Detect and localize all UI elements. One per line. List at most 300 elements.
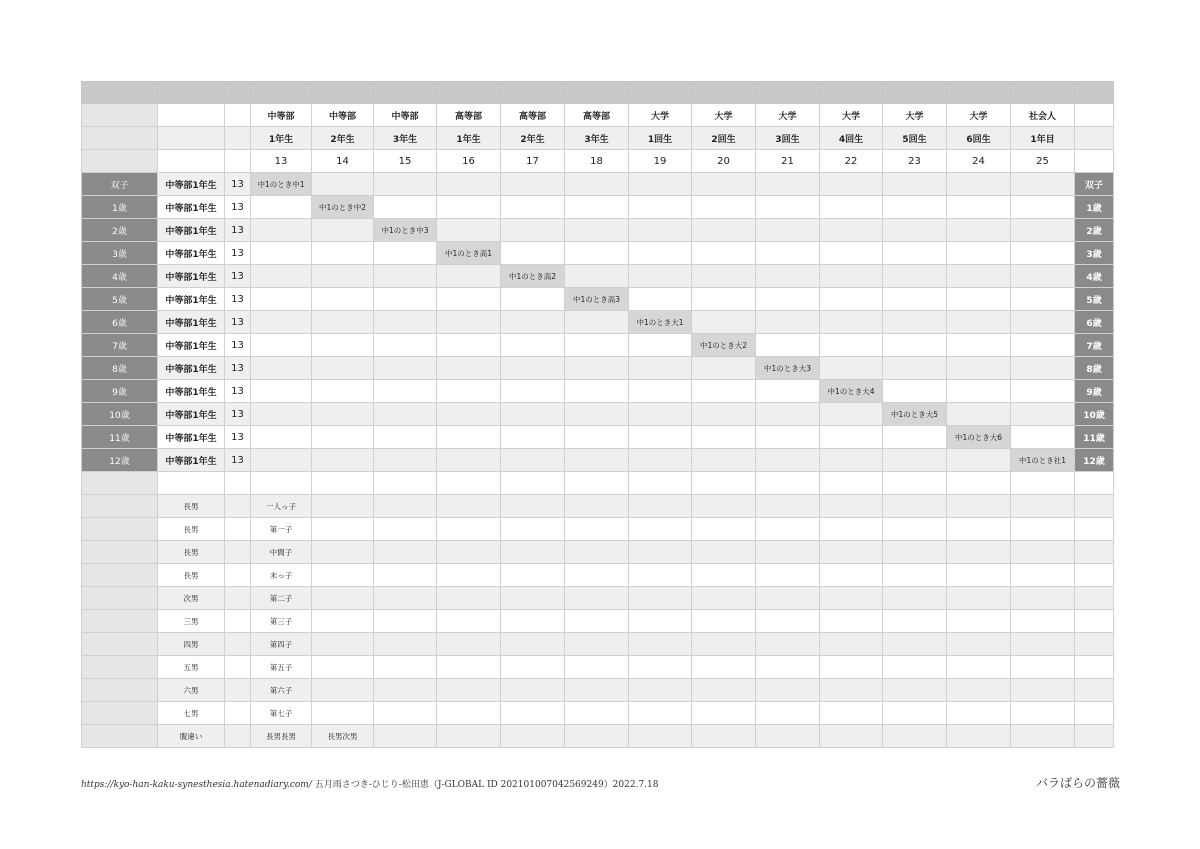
- empty-cell: [501, 495, 565, 518]
- age-gap-label: 6歳: [82, 311, 158, 334]
- empty-cell: [629, 518, 692, 541]
- empty-cell: [565, 357, 629, 380]
- empty-cell: [158, 150, 225, 173]
- grade-header-cell: 4回生: [820, 127, 883, 150]
- empty-cell: [883, 725, 947, 748]
- banner-cell: [756, 82, 820, 104]
- empty-cell: [1011, 725, 1075, 748]
- empty-cell: [374, 656, 437, 679]
- empty-cell: [756, 541, 820, 564]
- empty-cell: [437, 219, 501, 242]
- sibling-role-cell: 四男: [158, 633, 225, 656]
- school-header-cell: 高等部: [501, 104, 565, 127]
- empty-cell: [756, 610, 820, 633]
- empty-cell: [374, 495, 437, 518]
- sibling-row: [82, 679, 1114, 702]
- empty-cell: [692, 587, 756, 610]
- row-label-cell: [82, 472, 158, 495]
- empty-cell: [312, 242, 374, 265]
- spacer-row: [82, 472, 1114, 495]
- empty-cell: [756, 219, 820, 242]
- age-header-cell: 24: [947, 150, 1011, 173]
- age-header-cell: 15: [374, 150, 437, 173]
- row-label-cell: [82, 541, 158, 564]
- empty-cell: [947, 725, 1011, 748]
- school-header-cell: 大学: [820, 104, 883, 127]
- grade-header-cell: 2年生: [312, 127, 374, 150]
- empty-cell: [883, 242, 947, 265]
- empty-cell: [1075, 656, 1114, 679]
- age-gap-label-right: 8歳: [1075, 357, 1114, 380]
- age-num-cell: 13: [225, 288, 251, 311]
- empty-cell: [251, 265, 312, 288]
- age-gap-label-right: 3歳: [1075, 242, 1114, 265]
- empty-cell: [820, 587, 883, 610]
- empty-cell: [756, 656, 820, 679]
- empty-cell: [692, 472, 756, 495]
- empty-cell: [225, 472, 251, 495]
- empty-cell: [1075, 495, 1114, 518]
- row-label-cell: [82, 679, 158, 702]
- empty-cell: [437, 403, 501, 426]
- birth-order-cell: 第六子: [251, 679, 312, 702]
- age-num-cell: 13: [225, 357, 251, 380]
- birth-order-cell: 第一子: [251, 518, 312, 541]
- footer-url[interactable]: https://kyo-han-kaku-synesthesia.hatenadiary.com/: [81, 780, 312, 790]
- empty-cell: [692, 725, 756, 748]
- empty-cell: [629, 633, 692, 656]
- age-num-cell: 13: [225, 403, 251, 426]
- empty-cell: [251, 403, 312, 426]
- empty-cell: [947, 196, 1011, 219]
- empty-cell: [312, 403, 374, 426]
- empty-cell: [820, 196, 883, 219]
- empty-cell: [1011, 265, 1075, 288]
- empty-cell: [692, 196, 756, 219]
- empty-cell: [1011, 679, 1075, 702]
- grade-header-cell: 3回生: [756, 127, 820, 150]
- empty-cell: [1075, 150, 1114, 173]
- sibling-role-cell: 長男: [158, 541, 225, 564]
- data-row: [82, 173, 1114, 196]
- diagonal-note-cell: 中1のとき大4: [820, 380, 883, 403]
- empty-cell: [1075, 104, 1114, 127]
- empty-cell: [565, 380, 629, 403]
- empty-cell: [629, 587, 692, 610]
- empty-cell: [158, 472, 225, 495]
- data-row: [82, 196, 1114, 219]
- empty-cell: [501, 610, 565, 633]
- empty-cell: [947, 449, 1011, 472]
- empty-cell: [437, 334, 501, 357]
- empty-cell: [820, 656, 883, 679]
- empty-cell: [820, 265, 883, 288]
- school-header-cell: 高等部: [565, 104, 629, 127]
- empty-cell: [820, 518, 883, 541]
- empty-cell: [312, 380, 374, 403]
- empty-cell: [1075, 541, 1114, 564]
- empty-cell: [947, 403, 1011, 426]
- age-gap-label-right: 1歳: [1075, 196, 1114, 219]
- empty-cell: [692, 357, 756, 380]
- empty-cell: [883, 311, 947, 334]
- empty-cell: [501, 334, 565, 357]
- empty-cell: [565, 265, 629, 288]
- empty-cell: [437, 633, 501, 656]
- empty-cell: [251, 380, 312, 403]
- empty-cell: [820, 449, 883, 472]
- data-row: [82, 426, 1114, 449]
- grade-header-cell: 5回生: [883, 127, 947, 150]
- empty-cell: [565, 656, 629, 679]
- empty-cell: [629, 265, 692, 288]
- empty-cell: [692, 288, 756, 311]
- empty-cell: [820, 495, 883, 518]
- empty-cell: [756, 495, 820, 518]
- empty-cell: [1075, 127, 1114, 150]
- empty-cell: [883, 564, 947, 587]
- empty-cell: [312, 334, 374, 357]
- empty-cell: [225, 495, 251, 518]
- banner-cell: [251, 82, 312, 104]
- sibling-row: [82, 518, 1114, 541]
- age-num-cell: 13: [225, 265, 251, 288]
- empty-cell: [883, 288, 947, 311]
- age-header-row: [82, 150, 1114, 173]
- empty-cell: [947, 702, 1011, 725]
- empty-cell: [225, 564, 251, 587]
- age-gap-label-right: 双子: [1075, 173, 1114, 196]
- empty-cell: [437, 679, 501, 702]
- diagonal-note-cell: 中1のとき社1: [1011, 449, 1075, 472]
- empty-cell: [374, 679, 437, 702]
- sibling-role-cell: 三男: [158, 610, 225, 633]
- grade-header-cell: 2回生: [692, 127, 756, 150]
- school-header-cell: 大学: [756, 104, 820, 127]
- empty-cell: [692, 495, 756, 518]
- empty-cell: [1075, 472, 1114, 495]
- data-row: [82, 357, 1114, 380]
- empty-cell: [756, 242, 820, 265]
- diagonal-note-cell: 中1のとき大2: [692, 334, 756, 357]
- banner-cell: [692, 82, 756, 104]
- empty-cell: [820, 219, 883, 242]
- empty-cell: [947, 265, 1011, 288]
- diagonal-note-cell: 中1のとき大3: [756, 357, 820, 380]
- age-num-cell: 13: [225, 380, 251, 403]
- extra-cell: [312, 495, 374, 518]
- school-header-cell: 中等部: [374, 104, 437, 127]
- empty-cell: [756, 679, 820, 702]
- grade-header-cell: 6回生: [947, 127, 1011, 150]
- empty-cell: [374, 725, 437, 748]
- empty-cell: [565, 587, 629, 610]
- diagonal-note-cell: 中1のとき中1: [251, 173, 312, 196]
- grade-header-cell: 1年目: [1011, 127, 1075, 150]
- empty-cell: [437, 288, 501, 311]
- empty-cell: [820, 311, 883, 334]
- age-gap-label: 3歳: [82, 242, 158, 265]
- empty-cell: [251, 449, 312, 472]
- row-label-cell: [82, 127, 158, 150]
- empty-cell: [820, 426, 883, 449]
- sibling-role-cell: 五男: [158, 656, 225, 679]
- empty-cell: [565, 702, 629, 725]
- age-num-cell: 13: [225, 449, 251, 472]
- empty-cell: [629, 426, 692, 449]
- empty-cell: [883, 265, 947, 288]
- extra-cell: [312, 564, 374, 587]
- sibling-row: [82, 725, 1114, 748]
- age-num-cell: 13: [225, 426, 251, 449]
- grade-name-cell: 中等部1年生: [158, 219, 225, 242]
- empty-cell: [1011, 495, 1075, 518]
- empty-cell: [565, 403, 629, 426]
- empty-cell: [437, 380, 501, 403]
- grade-header-row: [82, 127, 1114, 150]
- empty-cell: [883, 633, 947, 656]
- empty-cell: [1011, 564, 1075, 587]
- age-gap-label-right: 9歳: [1075, 380, 1114, 403]
- empty-cell: [947, 173, 1011, 196]
- empty-cell: [374, 518, 437, 541]
- banner-cell: [312, 82, 374, 104]
- empty-cell: [501, 219, 565, 242]
- empty-cell: [565, 173, 629, 196]
- grade-name-cell: 中等部1年生: [158, 334, 225, 357]
- grade-header-cell: 2年生: [501, 127, 565, 150]
- empty-cell: [312, 357, 374, 380]
- empty-cell: [692, 311, 756, 334]
- empty-cell: [692, 518, 756, 541]
- birth-order-cell: 第四子: [251, 633, 312, 656]
- age-num-cell: 13: [225, 242, 251, 265]
- age-header-cell: 20: [692, 150, 756, 173]
- sibling-row: [82, 587, 1114, 610]
- age-gap-label: 11歳: [82, 426, 158, 449]
- sibling-row: [82, 495, 1114, 518]
- sibling-role-cell: 七男: [158, 702, 225, 725]
- empty-cell: [883, 449, 947, 472]
- empty-cell: [565, 196, 629, 219]
- diagonal-note-cell: 中1のとき大5: [883, 403, 947, 426]
- empty-cell: [692, 610, 756, 633]
- empty-cell: [629, 541, 692, 564]
- empty-cell: [1011, 702, 1075, 725]
- empty-cell: [501, 311, 565, 334]
- empty-cell: [629, 403, 692, 426]
- empty-cell: [437, 196, 501, 219]
- empty-cell: [947, 380, 1011, 403]
- empty-cell: [437, 725, 501, 748]
- birth-order-cell: 末っ子: [251, 564, 312, 587]
- empty-cell: [437, 311, 501, 334]
- sibling-row: [82, 541, 1114, 564]
- school-header-cell: 中等部: [312, 104, 374, 127]
- empty-cell: [565, 610, 629, 633]
- empty-cell: [437, 702, 501, 725]
- banner-cell: [820, 82, 883, 104]
- empty-cell: [692, 541, 756, 564]
- empty-cell: [629, 564, 692, 587]
- empty-cell: [437, 495, 501, 518]
- empty-cell: [756, 334, 820, 357]
- row-label-cell: [82, 725, 158, 748]
- empty-cell: [947, 518, 1011, 541]
- age-header-cell: 19: [629, 150, 692, 173]
- empty-cell: [629, 656, 692, 679]
- empty-cell: [374, 380, 437, 403]
- empty-cell: [883, 587, 947, 610]
- empty-cell: [883, 196, 947, 219]
- empty-cell: [565, 725, 629, 748]
- banner-cell: [629, 82, 692, 104]
- sibling-role-cell: 長男: [158, 495, 225, 518]
- empty-cell: [756, 564, 820, 587]
- extra-cell: [312, 633, 374, 656]
- diagonal-note-cell: 中1のとき中2: [312, 196, 374, 219]
- age-gap-label: 8歳: [82, 357, 158, 380]
- grade-name-cell: 中等部1年生: [158, 265, 225, 288]
- empty-cell: [312, 472, 374, 495]
- empty-cell: [820, 403, 883, 426]
- empty-cell: [251, 334, 312, 357]
- sibling-role-cell: 長男: [158, 564, 225, 587]
- extra-cell: [312, 610, 374, 633]
- birth-order-cell: 中間子: [251, 541, 312, 564]
- empty-cell: [225, 610, 251, 633]
- empty-cell: [756, 426, 820, 449]
- empty-cell: [251, 196, 312, 219]
- diagonal-note-cell: 中1のとき中3: [374, 219, 437, 242]
- footer-credit-text: 五月雨さつき-ひじり-松田恵（J-GLOBAL ID 202101007042569249）2022.7.18: [314, 780, 659, 790]
- birth-order-cell: 第三子: [251, 610, 312, 633]
- banner-cell: [82, 82, 158, 104]
- banner-cell: [225, 82, 251, 104]
- age-header-cell: 18: [565, 150, 629, 173]
- extra-cell: [312, 656, 374, 679]
- row-label-cell: [82, 495, 158, 518]
- empty-cell: [947, 656, 1011, 679]
- age-header-cell: 17: [501, 150, 565, 173]
- empty-cell: [756, 403, 820, 426]
- empty-cell: [565, 311, 629, 334]
- empty-cell: [820, 725, 883, 748]
- empty-cell: [565, 564, 629, 587]
- empty-cell: [501, 426, 565, 449]
- empty-cell: [947, 334, 1011, 357]
- empty-cell: [501, 196, 565, 219]
- row-label-cell: [82, 610, 158, 633]
- empty-cell: [756, 725, 820, 748]
- footer-credit: [81, 777, 658, 790]
- empty-cell: [225, 702, 251, 725]
- grade-name-cell: 中等部1年生: [158, 288, 225, 311]
- age-gap-label: 5歳: [82, 288, 158, 311]
- empty-cell: [312, 288, 374, 311]
- empty-cell: [629, 702, 692, 725]
- birth-order-cell: 長男長男: [251, 725, 312, 748]
- empty-cell: [629, 334, 692, 357]
- empty-cell: [1011, 311, 1075, 334]
- empty-cell: [312, 265, 374, 288]
- empty-cell: [1075, 610, 1114, 633]
- empty-cell: [692, 403, 756, 426]
- empty-cell: [883, 357, 947, 380]
- grade-header-cell: 1年生: [251, 127, 312, 150]
- empty-cell: [947, 357, 1011, 380]
- empty-cell: [947, 587, 1011, 610]
- empty-cell: [251, 219, 312, 242]
- data-row: [82, 380, 1114, 403]
- empty-cell: [1011, 288, 1075, 311]
- empty-cell: [501, 518, 565, 541]
- empty-cell: [629, 610, 692, 633]
- grade-name-cell: 中等部1年生: [158, 311, 225, 334]
- grade-name-cell: 中等部1年生: [158, 196, 225, 219]
- empty-cell: [1011, 196, 1075, 219]
- diagonal-note-cell: 中1のとき高3: [565, 288, 629, 311]
- empty-cell: [692, 564, 756, 587]
- empty-cell: [947, 564, 1011, 587]
- diagonal-note-cell: 中1のとき大1: [629, 311, 692, 334]
- empty-cell: [501, 656, 565, 679]
- banner-cell: [565, 82, 629, 104]
- banner-cell: [374, 82, 437, 104]
- empty-cell: [1011, 403, 1075, 426]
- empty-cell: [883, 334, 947, 357]
- empty-cell: [629, 725, 692, 748]
- row-label-cell: [82, 633, 158, 656]
- empty-cell: [565, 518, 629, 541]
- empty-cell: [692, 633, 756, 656]
- empty-cell: [374, 334, 437, 357]
- empty-cell: [1011, 656, 1075, 679]
- empty-cell: [883, 610, 947, 633]
- empty-cell: [225, 587, 251, 610]
- empty-cell: [501, 472, 565, 495]
- empty-cell: [947, 219, 1011, 242]
- empty-cell: [1075, 587, 1114, 610]
- empty-cell: [947, 679, 1011, 702]
- empty-cell: [1075, 633, 1114, 656]
- empty-cell: [374, 173, 437, 196]
- empty-cell: [374, 472, 437, 495]
- empty-cell: [501, 242, 565, 265]
- empty-cell: [756, 587, 820, 610]
- diagonal-note-cell: 中1のとき高2: [501, 265, 565, 288]
- age-gap-label: 4歳: [82, 265, 158, 288]
- empty-cell: [251, 357, 312, 380]
- extra-cell: [312, 679, 374, 702]
- data-row: [82, 311, 1114, 334]
- age-gap-label-right: 7歳: [1075, 334, 1114, 357]
- empty-cell: [947, 288, 1011, 311]
- sibling-role-cell: 六男: [158, 679, 225, 702]
- empty-cell: [374, 564, 437, 587]
- age-gap-label: 2歳: [82, 219, 158, 242]
- empty-cell: [883, 219, 947, 242]
- empty-cell: [883, 472, 947, 495]
- empty-cell: [251, 242, 312, 265]
- empty-cell: [820, 334, 883, 357]
- grade-name-cell: 中等部1年生: [158, 242, 225, 265]
- empty-cell: [883, 173, 947, 196]
- empty-cell: [756, 449, 820, 472]
- banner-row: [82, 82, 1114, 104]
- empty-cell: [437, 610, 501, 633]
- grade-name-cell: 中等部1年生: [158, 173, 225, 196]
